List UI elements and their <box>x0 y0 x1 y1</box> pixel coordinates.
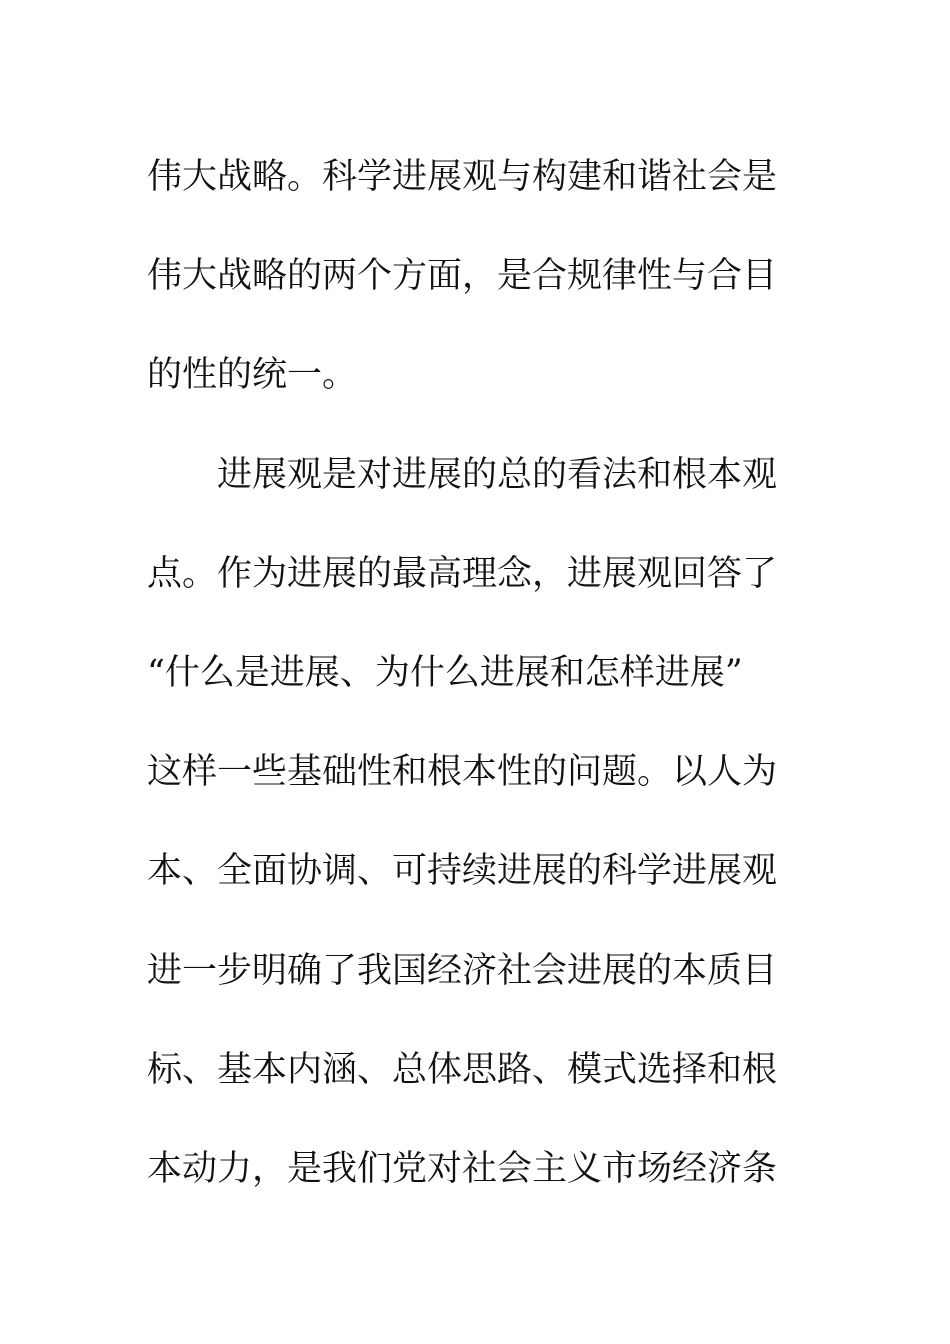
body-text <box>147 128 787 1219</box>
text-line: 的性的统一。 <box>147 355 358 396</box>
text-line: 进一步明确了我国经济社会进展的本质目 <box>147 950 778 991</box>
text-line: 进展观是对进展的总的看法和根本观 <box>147 454 778 495</box>
text-line: 本动力，是我们党对社会主义市场经济条 <box>147 1148 778 1189</box>
text-line: 伟大战略。科学进展观与构建和谐社会是 <box>147 157 778 197</box>
text-line: 点。作为进展的最高理念，进展观回答了 <box>147 553 778 594</box>
text-line: 本、全面协调、可持续进展的科学进展观 <box>147 851 778 892</box>
text-line: 这样一些基础性和根本性的问题。以人为 <box>147 752 778 793</box>
text-line: 标、基本内涵、总体思路、模式选择和根 <box>147 1049 778 1090</box>
text-line: 伟大战略的两个方面，是合规律性与合目 <box>147 256 778 297</box>
text-line: “什么是进展、为什么进展和怎样进展” <box>147 652 743 693</box>
